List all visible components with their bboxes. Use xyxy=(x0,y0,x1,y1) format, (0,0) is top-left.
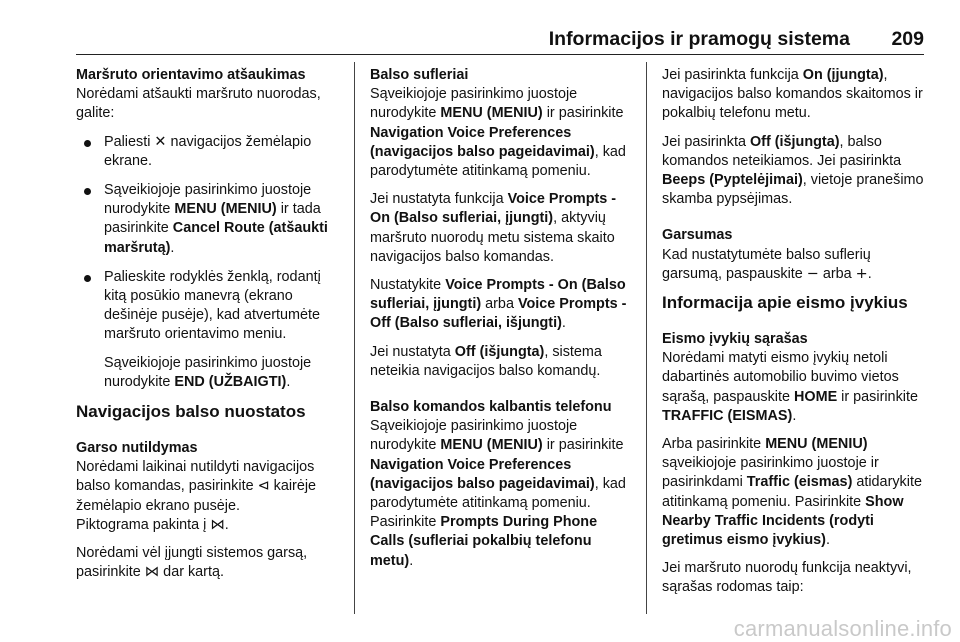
paragraph: Sąveikiojoje pasirinkimo juostoje nurodykite MENU (MENIU) ir pasirinkite Navigation Voice Preferences (navigacijos balso pageidavimai), kad parodytumėte atitinkamą pomeniu. Pasirinkite Prompts During Phone Calls (sufleriai pokalbių telefonu metu). xyxy=(370,418,626,569)
bullet-list xyxy=(76,133,344,392)
column-divider xyxy=(646,62,647,614)
page-number: 209 xyxy=(891,28,924,50)
watermark: carmanualsonline.info xyxy=(733,616,952,641)
list-item: Paliesti ✕ navigacijos žemėlapio ekrane. xyxy=(76,133,344,171)
paragraph: Arba pasirinkite MENU (MENIU) sąveikiojoje pasirinkimo juostoje ir pasirinkdami Traffic (eismas) atidarykite atitinkamą pomeniu. Pasirinkite Show Nearby Traffic Incidents (rodyti gretimus eismo įvykius). xyxy=(662,436,922,549)
list-item: Sąveikiojoje pasirinkimo juostoje nurodykite MENU (MENIU) ir tada pasirinkite Cancel Route (atšaukti maršrutą). xyxy=(76,181,344,258)
paragraph: Sąveikiojoje pasirinkimo juostoje nurodykite MENU (MENIU) ir pasirinkite Navigation Voice Preferences (navigacijos balso pageidavimai), kad parodytumėte atitinkamą pomeniu. xyxy=(370,86,626,180)
minus-icon: − xyxy=(806,265,819,282)
paragraph: Norėdami atšaukti maršruto nuorodas, galite: xyxy=(76,86,321,122)
paragraph: Kad nustatytumėte balso suflerių garsumą, paspauskite − arba +. xyxy=(662,246,872,282)
page-title: Informacijos ir pramogų sistema xyxy=(548,28,850,50)
column-2 xyxy=(370,66,634,580)
paragraph: Sąveikiojoje pasirinkimo juostoje nurodykite END (UŽBAIGTI). xyxy=(104,354,312,390)
paragraph: Norėdami vėl įjungti sistemos garsą, pasirinkite ⋈ dar kartą. xyxy=(76,545,308,581)
speaker-muted-icon: ⋈ xyxy=(210,516,225,533)
plus-icon: + xyxy=(855,265,868,282)
page-header xyxy=(76,28,924,55)
paragraph: Jei nustatyta funkcija Voice Prompts - On (Balso sufleriai, įjungti), aktyvių maršruto nuorodų metu sistema skaito navigacijos balso komandas. xyxy=(370,191,617,265)
paragraph: Jei nustatyta Off (išjungta), sistema neteikia navigacijos balso komandų. xyxy=(370,343,602,379)
subheading-voice-prompts: Balso sufleriai xyxy=(370,67,469,83)
column-1 xyxy=(76,66,344,591)
paragraph: Palieskite rodyklės ženklą, rodantį kitą posūkio manevrą (ekrano dešinėje pusėje), kad atvertumėte maršruto orientavimo meniu. xyxy=(104,268,321,343)
paragraph: Norėdami matyti eismo įvykių netoli dabartinės automobilio buvimo vietos sąrašą, paspauskite HOME ir pasirinkite TRAFFIC (EISMAS). xyxy=(662,350,918,424)
paragraph: Jei pasirinkta Off (išjungta), balso komandos neteikiamos. Jei pasirinkta Beeps (Pyptelėjimai), vietoje pranešimo skamba pypsėjimas. xyxy=(662,133,924,208)
paragraph: Jei pasirinkta funkcija On (įjungta), navigacijos balso komandos skaitomos ir pokalbių telefonu metu. xyxy=(662,67,923,122)
speaker-muted-icon: ⋈ xyxy=(144,564,160,581)
subheading-volume: Garsumas xyxy=(662,227,733,244)
subheading-phone-prompts: Balso komandos kalbantis telefonu xyxy=(370,399,612,416)
column-3 xyxy=(662,66,930,607)
close-icon: ✕ xyxy=(154,133,167,150)
list-item xyxy=(76,268,344,392)
subheading-incident-list: Eismo įvykių sąrašas xyxy=(662,331,808,348)
paragraph: Norėdami laikinai nutildyti navigacijos balso komandas, pasirinkite ⊲ kairėje žemėlapio ekrano pusėje. Piktograma pakinta į ⋈. xyxy=(76,459,317,533)
speaker-mute-icon: ⊲ xyxy=(257,478,270,495)
column-divider xyxy=(354,62,355,614)
section-heading-traffic: Informacija apie eismo įvykius xyxy=(662,293,908,313)
subheading-cancel-route: Maršruto orientavimo atšaukimas xyxy=(76,67,306,83)
paragraph: Nustatykite Voice Prompts - On (Balso sufleriai, įjungti) arba Voice Prompts - Off (Balso sufleriai, išjungti). xyxy=(370,277,627,332)
paragraph: Jei maršruto nuorodų funkcija neaktyvi, sąrašas rodomas taip: xyxy=(662,560,912,596)
section-heading-voice: Navigacijos balso nuostatos xyxy=(76,402,306,422)
subheading-mute: Garso nutildymas xyxy=(76,440,198,457)
